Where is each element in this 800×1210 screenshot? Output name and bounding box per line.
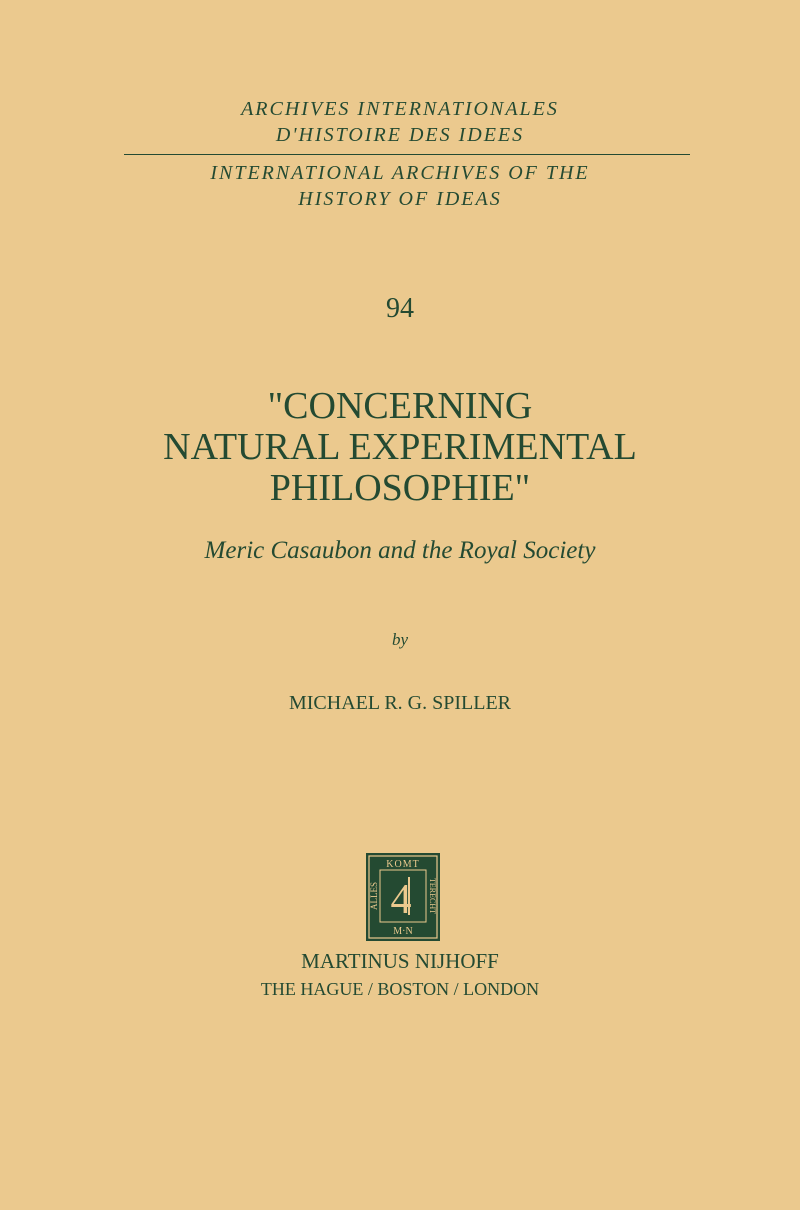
logo-left-text: ALLES (369, 882, 379, 910)
author-name: MICHAEL R. G. SPILLER (288, 692, 512, 714)
series-divider-rule (124, 154, 690, 155)
by-line: by (391, 630, 409, 649)
publisher-name: MARTINUS NIJHOFF (301, 949, 499, 973)
publisher-places: THE HAGUE / BOSTON / LONDON (260, 979, 540, 999)
book-title-line-1: "CONCERNING (267, 385, 533, 427)
series-title-english-line-2: HISTORY OF IDEAS (298, 188, 502, 210)
logo-top-text: KOMT (386, 859, 420, 870)
series-title-french-line-2: D'HISTOIRE DES IDEES (275, 124, 525, 146)
book-title-line-2: NATURAL EXPERIMENTAL (163, 426, 637, 468)
series-title-english-line-1: INTERNATIONAL ARCHIVES OF THE (210, 162, 590, 184)
series-title-english (0, 160, 800, 212)
publisher-logo-icon (366, 853, 440, 941)
volume-number: 94 (386, 293, 414, 324)
book-title (0, 386, 800, 509)
series-title-french (0, 96, 800, 148)
book-subtitle: Meric Casaubon and the Royal Society (204, 537, 596, 564)
series-title-french-line-1: ARCHIVES INTERNATIONALES (241, 98, 559, 120)
logo-bottom-text: M·N (393, 926, 413, 937)
logo-center-text: 4 (390, 877, 412, 923)
book-title-line-3: PHILOSOPHIE" (269, 467, 531, 509)
logo-right-text: TERECHT (428, 878, 437, 914)
